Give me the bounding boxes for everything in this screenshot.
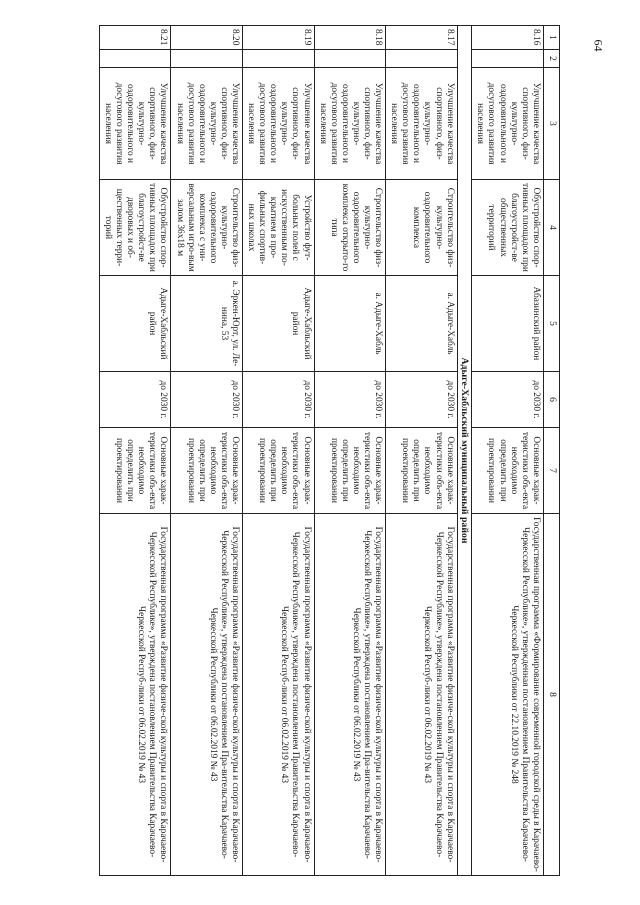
- row-purpose: Улучшение качества спортивного, физ-культурно-оздоровительного и досугового развития населения: [243, 68, 315, 180]
- row-number: 8.19: [243, 26, 315, 50]
- rotated-landscape-table: [60, 25, 560, 875]
- row-number: 8.18: [314, 26, 386, 50]
- table-row: [314, 26, 386, 876]
- row-col2: [243, 50, 315, 68]
- row-object: Строительство физ-культурно-оздоровительного комплекса открыто-го типа: [314, 180, 386, 276]
- header-row: [543, 26, 559, 876]
- row-object: Устройство фут-больных полей с искусственным по-крытием в про-фильных спортив-ных школах: [243, 180, 315, 276]
- row-object: Обустройство спор-тивных площадок при благоустройст-ве дворовых и об-щественных терри-торий: [99, 180, 171, 276]
- row-object: Строительство физ-культурно-оздоровительного комплекса: [386, 180, 458, 276]
- row-purpose: Улучшение качества спортивного, физ-культурно-оздоровительного и досугового развития населения: [99, 68, 171, 180]
- row-location: а. Эркен-Юрт, ул. Ле-нина, 53: [171, 276, 243, 372]
- row-basis: Государственная программа «Развитие физиче-ской культуры и спорта в Карачаево-Черкесской Республике», утверждена постановлением Правительства Карачаево-Черкесской Респуб-лики от 06.02.2019 № 43: [243, 514, 315, 876]
- row-basis: Государственная программа «Развитие физиче-ской культуры и спорта в Карачаево-Черкесской Республике», утверждена постановлением Пра-вительства Карачаево-Черкесской Республики от 06.02.2019 № 43: [314, 514, 386, 876]
- header-col-8: 8: [543, 514, 559, 876]
- row-col2: [386, 50, 458, 68]
- row-location: Адыге-Хабльский район: [99, 276, 171, 372]
- header-col-4: 4: [543, 180, 559, 276]
- planning-table: [99, 25, 560, 876]
- row-purpose: Улучшение качества спортивного, физ-культурно-оздоровительного и досугового развития населения: [314, 68, 386, 180]
- header-col-6: 6: [543, 372, 559, 428]
- table-row: [243, 26, 315, 876]
- row-basis: Государственная программа «Развитие физиче-ской культуры и спорта в Карачаево-Черкесской Республике», утверждена постановлением Правительства Карачаево-Черкесской Респуб-лики от 06.02.2019 № 43: [386, 514, 458, 876]
- row-term: до 2030 г.: [99, 372, 171, 428]
- header-col-7: 7: [543, 428, 559, 514]
- row-col2: [99, 50, 171, 68]
- row-number: 8.21: [99, 26, 171, 50]
- table-row: [171, 26, 243, 876]
- section-row: [457, 26, 472, 876]
- row-basis: Государственная программа «Развитие физиче-ской культуры и спорта в Карачаево-Черкесской Республике», утверждена постановлением Правительства Карачаево-Черкесской Респуб-лики от 06.02.2019 № 43: [99, 514, 171, 876]
- row-characteristics: Основные харак-теристики объ-екта необходимо определить при проектировании: [472, 428, 544, 514]
- row-characteristics: Основные харак-теристики объ-екта необходимо определить при проектировании: [99, 428, 171, 514]
- row-purpose: Улучшение качества спортивного, физ-культурно-оздоровительного и досугового развития населения: [472, 68, 544, 180]
- table-row: [472, 26, 544, 876]
- row-location: Абазинский район: [472, 276, 544, 372]
- row-term: до 2030 г.: [171, 372, 243, 428]
- row-col2: [314, 50, 386, 68]
- header-col-5: 5: [543, 276, 559, 372]
- page-number: 64: [591, 39, 606, 52]
- row-location: а. Адыге-Хабль: [386, 276, 458, 372]
- row-characteristics: Основные харак-теристики объ-екта необходимо определить при проектировании: [314, 428, 386, 514]
- header-col-3: 3: [543, 68, 559, 180]
- row-number: 8.17: [386, 26, 458, 50]
- row-characteristics: Основные харак-теристики объ-екта необходимо определить при проектировании: [243, 428, 315, 514]
- row-basis: Государственная программа «Формирование современной городской среды в Карачаево-Черкесской Республике», утвержденная постановлением Правительства Карачаево-Черкесской Республики от 22.10.2019 № 248: [472, 514, 544, 876]
- row-characteristics: Основные харак-теристики объ-екта необходимо определить при проектировании: [171, 428, 243, 514]
- row-purpose: Улучшение качества спортивного, физ-культурно-оздоровительного и досугового развития населения: [386, 68, 458, 180]
- row-location: Адыге-Хабльский район: [243, 276, 315, 372]
- section-title: Адыге-Хабльский муниципальный район: [457, 26, 472, 876]
- header-col-1: 1: [543, 26, 559, 50]
- row-basis: Государственная программа «Развитие физиче-ской культуры и спорта в Карачаево-Черкесской Республике», утверждена постановлением Пра-вительства Карачаево-Черкесской Республики от 06.02.2019 № 43: [171, 514, 243, 876]
- row-number: 8.16: [472, 26, 544, 50]
- table-row: [99, 26, 171, 876]
- row-term: до 2030 г.: [472, 372, 544, 428]
- header-col-2: 2: [543, 50, 559, 68]
- row-purpose: Улучшение качества спортивного, физ-культурно-оздоровительного и досугового развития населения: [171, 68, 243, 180]
- row-col2: [472, 50, 544, 68]
- row-location: а. Адыге-Хабль: [314, 276, 386, 372]
- row-term: до 2030 г.: [314, 372, 386, 428]
- row-characteristics: Основные харак-теристики объ-екта необходимо определить при проектировании: [386, 428, 458, 514]
- row-term: до 2030 г.: [243, 372, 315, 428]
- table-row: [386, 26, 458, 876]
- row-col2: [171, 50, 243, 68]
- row-term: до 2030 г.: [386, 372, 458, 428]
- row-object: Строительство физ-культурно-оздоровительного комплекса с уни-версальным игро-вым залом 36х18 м: [171, 180, 243, 276]
- row-number: 8.20: [171, 26, 243, 50]
- row-object: Обустройство спор-тивных площадок при благоустройст-ве общественных территорий: [472, 180, 544, 276]
